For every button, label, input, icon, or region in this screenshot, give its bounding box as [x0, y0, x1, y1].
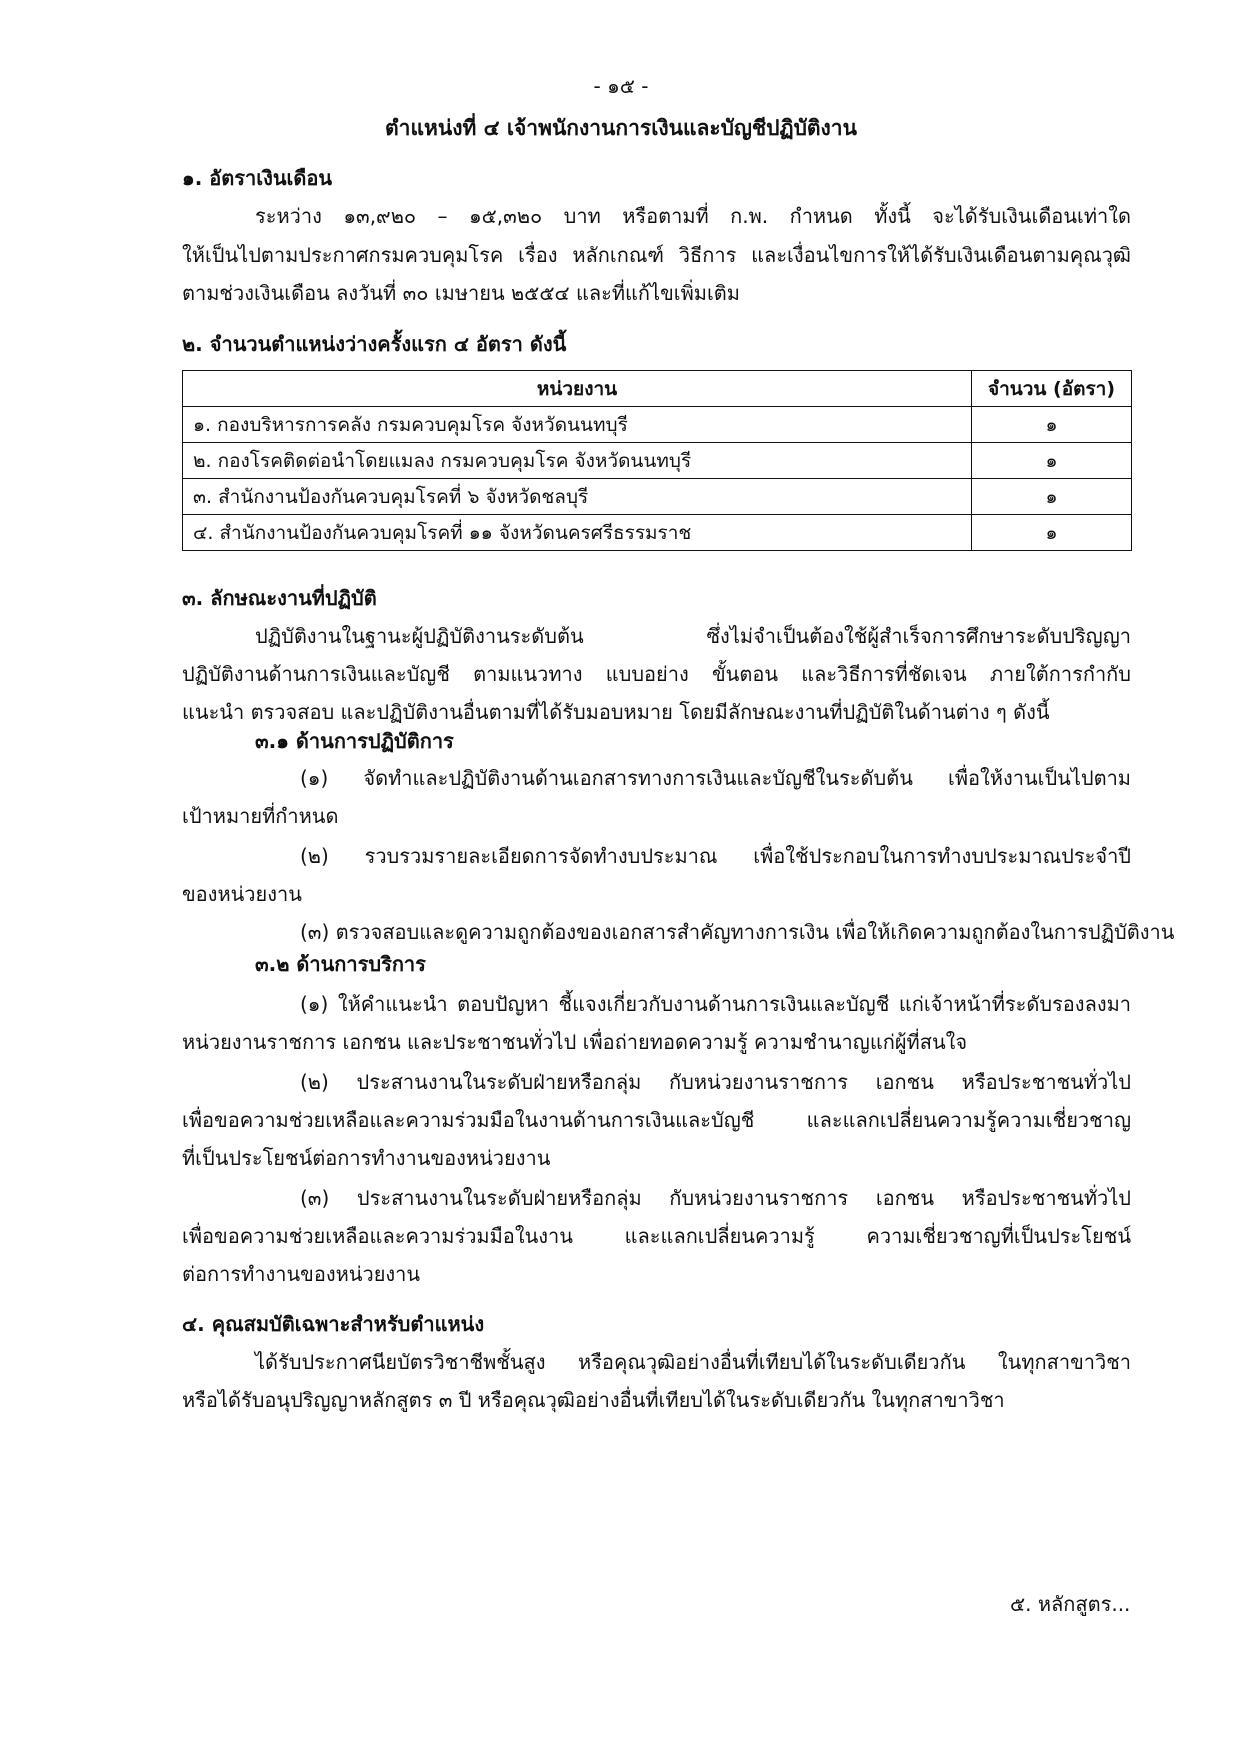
section3-intro-line: แนะนำ ตรวจสอบ และปฏิบัติงานอื่นตามที่ได้รับมอบหมาย โดยมีลักษณะงานที่ปฏิบัติในด้านต่าง ๆ ดังนี้: [182, 700, 1050, 724]
table-cell-unit: ๔. สำนักงานป้องกันควบคุมโรคที่ ๑๑ จังหวัดนครศรีธรรมราช: [183, 515, 972, 551]
table-cell-unit: ๓. สำนักงานป้องกันควบคุมโรคที่ ๖ จังหวัดชลบุรี: [183, 479, 972, 515]
section3-1-item3: (๓) ตรวจสอบและดูความถูกต้องของเอกสารสำคัญทางการเงิน เพื่อให้เกิดความถูกต้องในการปฏิบัติงาน: [300, 920, 1175, 944]
table-row: [183, 443, 1132, 479]
section4-line: หรือได้รับอนุปริญญาหลักสูตร ๓ ปี หรือคุณวุฒิอย่างอื่นที่เทียบได้ในระดับเดียวกัน ในทุกสาขาวิชา: [182, 1388, 1005, 1412]
table-cell-count: ๑: [972, 515, 1132, 551]
table-header-count: จำนวน (อัตรา): [972, 371, 1132, 407]
section3-2-item3-cont: ต่อการทำงานของหน่วยงาน: [182, 1262, 421, 1286]
section1-heading: ๑. อัตราเงินเดือน: [182, 166, 333, 190]
section1-line: ตามช่วงเงินเดือน ลงวันที่ ๓๐ เมษายน ๒๕๕๔ และที่แก้ไขเพิ่มเติม: [182, 281, 740, 305]
section3-2-item3-cont: เพื่อขอความช่วยเหลือและความร่วมมือในงาน และแลกเปลี่ยนความรู้ ความเชี่ยวชาญที่เป็นประโยชน์: [182, 1224, 1131, 1248]
section3-2-item3: (๓) ประสานงานในระดับฝ่ายหรือกลุ่ม กับหน่วยงานราชการ เอกชน หรือประชาชนทั่วไป: [300, 1186, 1131, 1210]
section3-2-item1-cont: หน่วยงานราชการ เอกชน และประชาชนทั่วไป เพื่อถ่ายทอดความรู้ ความชำนาญแก่ผู้ที่สนใจ: [182, 1030, 968, 1054]
table-cell-count: ๑: [972, 407, 1132, 443]
units-table: [182, 370, 1132, 551]
section3-1-item2: (๒) รวบรวมรายละเอียดการจัดทำงบประมาณ เพื่อใช้ประกอบในการทำงบประมาณประจำปี: [300, 844, 1131, 868]
section3-2-item2-cont: เพื่อขอความช่วยเหลือและความร่วมมือในงานด้านการเงินและบัญชี และแลกเปลี่ยนความรู้ความเชี่ยวชาญ: [182, 1108, 1131, 1132]
page-title: ตำแหน่งที่ ๔ เจ้าพนักงานการเงินและบัญชีปฏิบัติงาน: [385, 116, 857, 140]
section1-line: ระหว่าง ๑๓,๙๒๐ – ๑๕,๓๒๐ บาท หรือตามที่ ก.พ. กำหนด ทั้งนี้ จะได้รับเงินเดือนเท่าใด: [255, 204, 1131, 228]
section3-intro-line: ปฏิบัติงานในฐานะผู้ปฏิบัติงานระดับต้น ซึ่งไม่จำเป็นต้องใช้ผู้สำเร็จการศึกษาระดับปริญญา: [255, 624, 1131, 648]
section4-heading: ๔. คุณสมบัติเฉพาะสำหรับตำแหน่ง: [182, 1312, 485, 1336]
section3-1-item1-cont: เป้าหมายที่กำหนด: [182, 804, 339, 828]
page-number: - ๑๕ -: [593, 74, 649, 98]
section3-1-heading: ๓.๑ ด้านการปฏิบัติการ: [255, 729, 454, 753]
section3-2-heading: ๓.๒ ด้านการบริการ: [255, 952, 426, 976]
table-row: [183, 515, 1132, 551]
section3-heading: ๓. ลักษณะงานที่ปฏิบัติ: [182, 586, 377, 610]
section3-2-item2: (๒) ประสานงานในระดับฝ่ายหรือกลุ่ม กับหน่วยงานราชการ เอกชน หรือประชาชนทั่วไป: [300, 1070, 1131, 1094]
next-page-indicator: ๕. หลักสูตร...: [1010, 1592, 1131, 1616]
section4-line: ได้รับประกาศนียบัตรวิชาชีพชั้นสูง หรือคุณวุฒิอย่างอื่นที่เทียบได้ในระดับเดียวกัน ในทุกสาขาวิชา: [255, 1350, 1131, 1374]
table-cell-unit: ๒. กองโรคติดต่อนำโดยแมลง กรมควบคุมโรค จังหวัดนนทบุรี: [183, 443, 972, 479]
table-header-row: [183, 371, 1132, 407]
table-header-unit: หน่วยงาน: [183, 371, 972, 407]
table-cell-unit: ๑. กองบริหารการคลัง กรมควบคุมโรค จังหวัดนนทบุรี: [183, 407, 972, 443]
section3-intro-line: ปฏิบัติงานด้านการเงินและบัญชี ตามแนวทาง แบบอย่าง ขั้นตอน และวิธีการที่ชัดเจน ภายใต้การกำกับ: [182, 662, 1131, 686]
table-row: [183, 407, 1132, 443]
section1-line: ให้เป็นไปตามประกาศกรมควบคุมโรค เรื่อง หลักเกณฑ์ วิธีการ และเงื่อนไขการให้ได้รับเงินเดือนตามคุณวุฒิ: [182, 243, 1131, 267]
section3-2-item2-cont: ที่เป็นประโยชน์ต่อการทำงานของหน่วยงาน: [182, 1146, 551, 1170]
table-row: [183, 479, 1132, 515]
table-cell-count: ๑: [972, 443, 1132, 479]
section3-1-item2-cont: ของหน่วยงาน: [182, 882, 302, 906]
section3-2-item1: (๑) ให้คำแนะนำ ตอบปัญหา ชี้แจงเกี่ยวกับงานด้านการเงินและบัญชี แก่เจ้าหน้าที่ระดับรองลงมา: [300, 992, 1131, 1016]
section2-heading: ๒. จำนวนตำแหน่งว่างครั้งแรก ๔ อัตรา ดังนี้: [182, 332, 567, 356]
section3-1-item1: (๑) จัดทำและปฏิบัติงานด้านเอกสารทางการเงินและบัญชีในระดับต้น เพื่อให้งานเป็นไปตาม: [300, 766, 1131, 790]
table-cell-count: ๑: [972, 479, 1132, 515]
